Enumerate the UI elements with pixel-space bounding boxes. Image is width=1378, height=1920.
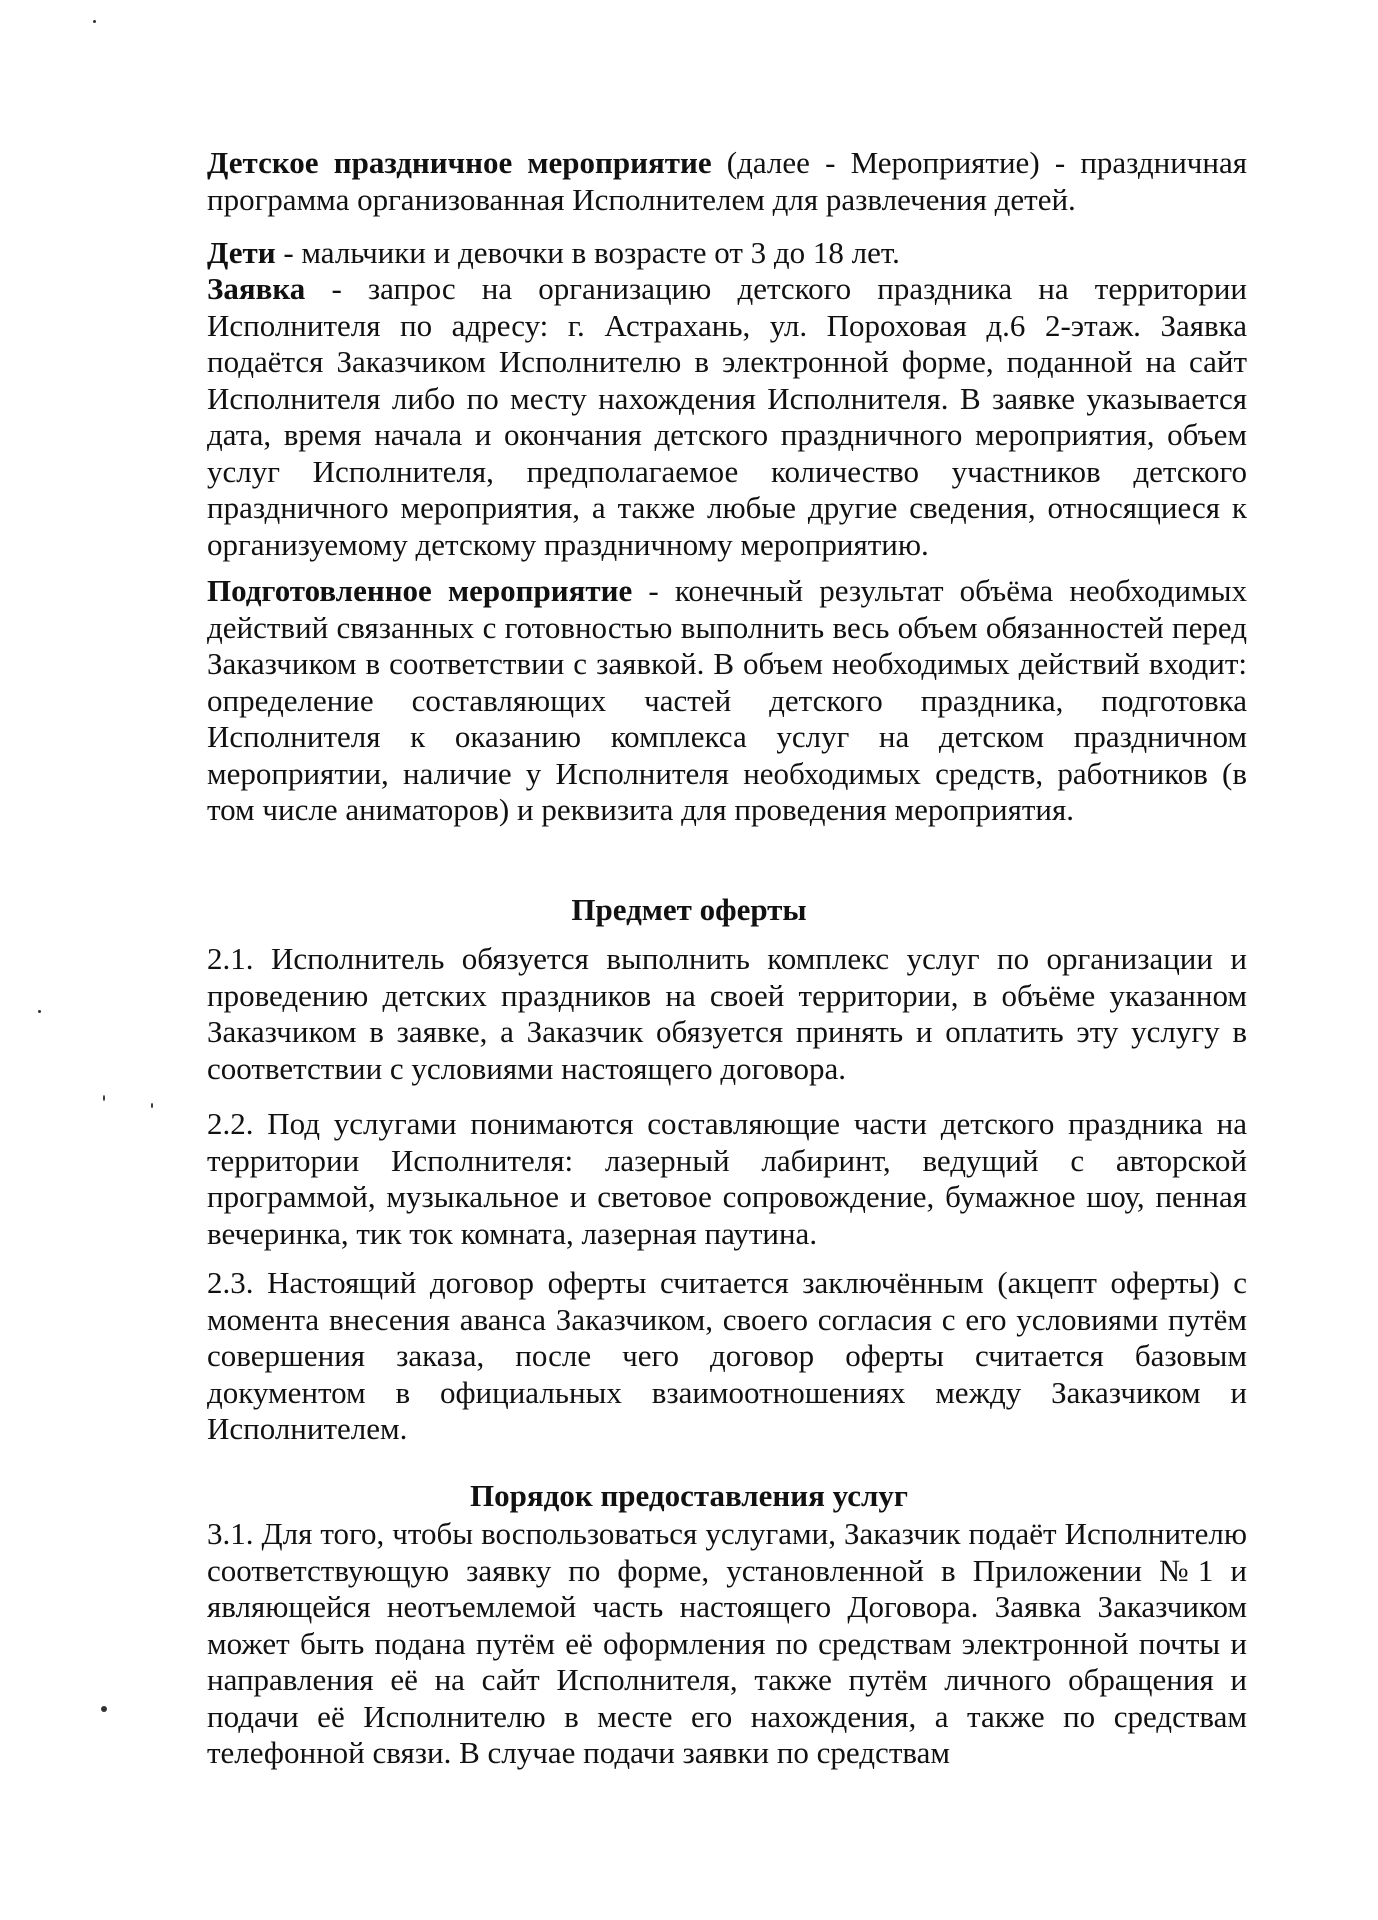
definition-text: (далее - Мероприятие) - праздничная программа организованная Исполнителем для развлечения детей. bbox=[207, 145, 1248, 217]
section-title-subject: Предмет оферты bbox=[571, 892, 807, 927]
definition-text: - конечный результат объёма необходимых действий связанных с готовностью выполнить весь объем обязанностей перед Заказчиком в соответствии с заявкой. В объем необходимых действий входит: определение составляющих частей детского праздника, подготовка Исполнителя к оказанию комплекса услуг на детском праздничном мероприятии, наличие у Исполнителя необходимых средств, работников (в том числе аниматоров) и реквизита для проведения мероприятия. bbox=[207, 573, 1247, 827]
clause-3-1: 3.1. Для того, чтобы воспользоваться услугами, Заказчик подаёт Исполнителю соответствующую заявку по форме, установленной в Приложении №1 и являющейся неотъемлемой часть настоящего Договора. Заявка Заказчиком может быть подана путём её оформления по средствам электронной почты и направления её на сайт Исполнителя, также путём личного обращения и подачи её Исполнителю в месте его нахождения, а также по средствам телефонной связи. В случае подачи заявки по средствам bbox=[207, 1516, 1247, 1770]
clause-2-1: 2.1. Исполнитель обязуется выполнить комплекс услуг по организации и проведению детских праздников на своей территории, в объёме указанном Заказчиком в заявке, а Заказчик обязуется принять и оплатить эту услугу в соответствии с условиями настоящего договора. bbox=[207, 941, 1247, 1086]
definition-prepared bbox=[207, 573, 1247, 829]
scan-speck bbox=[93, 20, 96, 23]
definition-term: Подготовленное мероприятие bbox=[207, 573, 633, 608]
scan-speck bbox=[151, 1103, 153, 1108]
clause-2-3: 2.3. Настоящий договор оферты считается заключённым (акцепт оферты) с момента внесения аванса Заказчиком, своего согласия с его условиями путём совершения заказа, после чего договор оферты считается базовым документом в официальных взаимоотношениях между Заказчиком и Исполнителем. bbox=[207, 1265, 1247, 1446]
definition-event bbox=[207, 145, 1247, 218]
definition-text: - запрос на организацию детского праздника на территории Исполнителя по адресу: г. Астрахань, ул. Пороховая д.6 2-этаж. Заявка подаётся Заказчиком Исполнителю в электронной форме, поданной на сайт Исполнителя либо по месту нахождения Исполнителя. В заявке указывается дата, время начала и окончания детского праздничного мероприятия, объем услуг Исполнителя, предполагаемое количество участников детского праздничного мероприятия, а также любые другие сведения, относящиеся к организуемому детскому праздничному мероприятию. bbox=[207, 271, 1247, 562]
section-title-procedure: Порядок предоставления услуг bbox=[470, 1478, 908, 1513]
clause-2-2: 2.2. Под услугами понимаются составляющие части детского праздника на территории Исполнителя: лазерный лабиринт, ведущий с авторской программой, музыкальное и световое сопровождение, бумажное шоу, пенная вечеринка, тик ток комната, лазерная паутина. bbox=[207, 1106, 1247, 1251]
scan-speck bbox=[38, 1010, 41, 1013]
definition-request bbox=[207, 271, 1247, 563]
definition-term: Заявка bbox=[207, 271, 306, 306]
definition-term: Дети bbox=[207, 235, 276, 270]
definition-children bbox=[207, 235, 1247, 272]
scan-speck bbox=[101, 1706, 107, 1712]
scan-speck bbox=[103, 1095, 105, 1101]
definition-term: Детское праздничное мероприятие bbox=[207, 145, 712, 180]
definition-text: - мальчики и девочки в возрасте от 3 до 18 лет. bbox=[275, 235, 900, 270]
